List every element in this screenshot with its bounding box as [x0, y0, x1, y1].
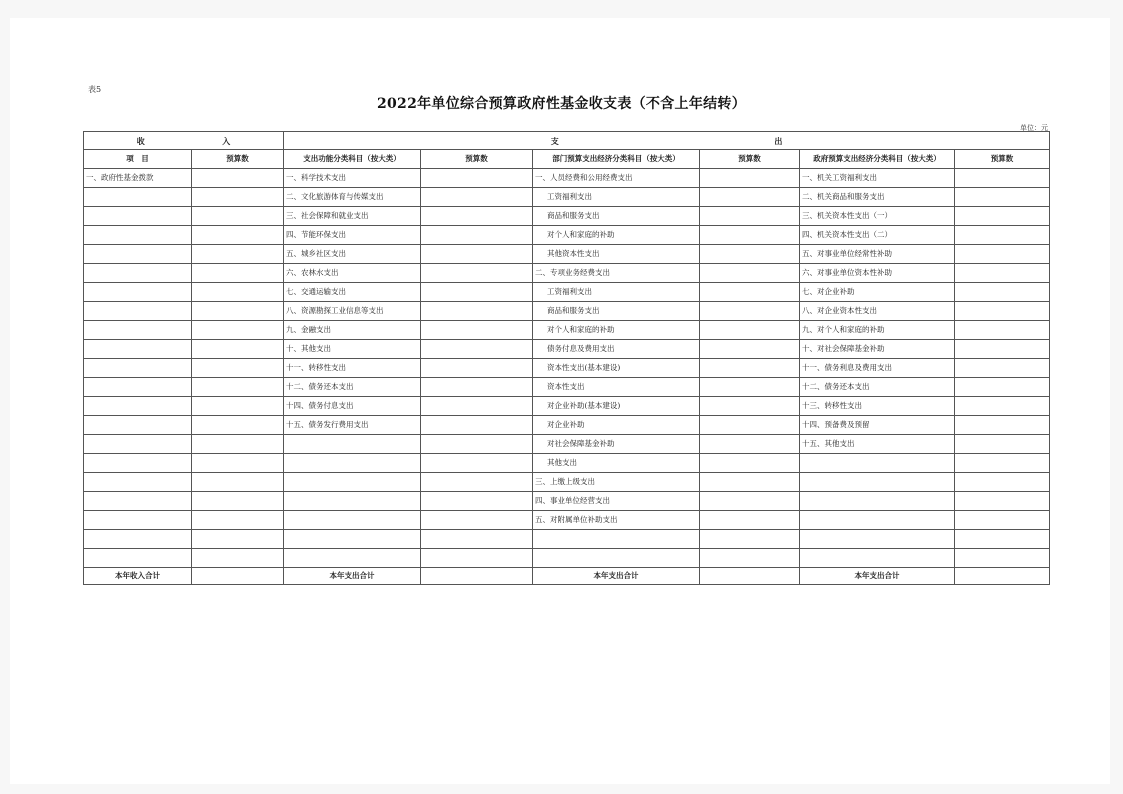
table-row [84, 416, 1050, 435]
expense-header-char-2: 出 [774, 135, 783, 146]
dept-item-cell: 五、对附属单位补助支出 [533, 511, 700, 530]
gov-budget-cell [955, 283, 1050, 302]
income-budget-cell [192, 188, 284, 207]
dept-item-cell [533, 549, 700, 568]
income-budget-cell [192, 530, 284, 549]
dept-budget-cell [700, 226, 800, 245]
income-budget-cell [192, 245, 284, 264]
gov-budget-cell [955, 435, 1050, 454]
income-budget-cell [192, 397, 284, 416]
income-budget-cell [192, 321, 284, 340]
budget-table [83, 131, 1050, 585]
column-header-row [84, 150, 1050, 169]
dept-item-cell: 商品和服务支出 [533, 302, 700, 321]
function-budget-cell [421, 188, 533, 207]
table-row [84, 169, 1050, 188]
function-item-cell: 十一、转移性支出 [284, 359, 421, 378]
gov-item-cell: 九、对个人和家庭的补助 [800, 321, 955, 340]
dept-item-cell: 对企业补助(基本建设) [533, 397, 700, 416]
dept-budget-cell [700, 264, 800, 283]
function-item-cell: 四、节能环保支出 [284, 226, 421, 245]
income-item-cell [84, 321, 192, 340]
dept-item-cell: 对个人和家庭的补助 [533, 321, 700, 340]
col-header-budget-4: 预算数 [955, 150, 1050, 169]
table-row [84, 530, 1050, 549]
gov-budget-cell [955, 169, 1050, 188]
function-budget-cell [421, 245, 533, 264]
dept-item-cell: 对社会保障基金补助 [533, 435, 700, 454]
dept-budget-cell [700, 530, 800, 549]
gov-item-cell: 二、机关商品和服务支出 [800, 188, 955, 207]
section-header-row [84, 132, 1050, 150]
function-budget-cell [421, 226, 533, 245]
totals-row [84, 568, 1050, 585]
gov-item-cell: 一、机关工资福利支出 [800, 169, 955, 188]
gov-item-cell: 十四、预备费及预留 [800, 416, 955, 435]
table-row [84, 511, 1050, 530]
gov-item-cell [800, 492, 955, 511]
income-item-cell [84, 435, 192, 454]
dept-budget-cell [700, 435, 800, 454]
table-row [84, 378, 1050, 397]
dept-item-cell: 资本性支出(基本建设) [533, 359, 700, 378]
function-total-label: 本年支出合计 [284, 568, 421, 585]
income-budget-cell [192, 302, 284, 321]
gov-budget-cell [955, 245, 1050, 264]
function-item-cell: 二、文化旅游体育与传媒支出 [284, 188, 421, 207]
income-item-cell [84, 492, 192, 511]
col-header-budget-2: 预算数 [421, 150, 533, 169]
dept-budget-cell [700, 492, 800, 511]
dept-item-cell [533, 530, 700, 549]
gov-budget-cell [955, 530, 1050, 549]
gov-budget-cell [955, 321, 1050, 340]
expense-header-char-1: 支 [550, 135, 559, 146]
income-item-cell [84, 511, 192, 530]
income-item-cell [84, 549, 192, 568]
dept-budget-cell [700, 207, 800, 226]
gov-item-cell [800, 454, 955, 473]
function-item-cell: 五、城乡社区支出 [284, 245, 421, 264]
function-item-cell: 十二、债务还本支出 [284, 378, 421, 397]
function-budget-cell [421, 511, 533, 530]
function-budget-cell [421, 492, 533, 511]
dept-budget-cell [700, 359, 800, 378]
gov-item-cell [800, 473, 955, 492]
function-budget-cell [421, 416, 533, 435]
function-item-cell [284, 435, 421, 454]
income-item-cell [84, 359, 192, 378]
dept-budget-cell [700, 473, 800, 492]
gov-budget-cell [955, 188, 1050, 207]
function-total-value [421, 568, 533, 585]
dept-budget-cell [700, 188, 800, 207]
income-budget-cell [192, 511, 284, 530]
gov-budget-cell [955, 302, 1050, 321]
table-row [84, 226, 1050, 245]
gov-budget-cell [955, 416, 1050, 435]
function-item-cell: 九、金融支出 [284, 321, 421, 340]
col-header-gov-economic: 政府预算支出经济分类科目（按大类） [800, 150, 955, 169]
gov-item-cell [800, 549, 955, 568]
gov-budget-cell [955, 340, 1050, 359]
income-budget-cell [192, 416, 284, 435]
dept-item-cell: 工资福利支出 [533, 283, 700, 302]
gov-budget-cell [955, 511, 1050, 530]
col-header-budget-3: 预算数 [700, 150, 800, 169]
gov-budget-cell [955, 397, 1050, 416]
dept-item-cell: 其他资本性支出 [533, 245, 700, 264]
income-budget-cell [192, 454, 284, 473]
table-row [84, 188, 1050, 207]
function-budget-cell [421, 530, 533, 549]
function-budget-cell [421, 340, 533, 359]
dept-budget-cell [700, 416, 800, 435]
function-item-cell: 十五、债务发行费用支出 [284, 416, 421, 435]
function-item-cell [284, 454, 421, 473]
income-header-char-1: 收 [136, 135, 145, 146]
gov-item-cell: 五、对事业单位经常性补助 [800, 245, 955, 264]
gov-total-value [955, 568, 1050, 585]
table-row [84, 473, 1050, 492]
function-budget-cell [421, 359, 533, 378]
dept-budget-cell [700, 378, 800, 397]
dept-item-cell: 二、专项业务经费支出 [533, 264, 700, 283]
income-budget-cell [192, 226, 284, 245]
income-item-cell [84, 264, 192, 283]
page-title: 2022年单位综合预算政府性基金收支表（不含上年结转） [376, 96, 747, 112]
income-item-cell: 一、政府性基金拨款 [84, 169, 192, 188]
gov-budget-cell [955, 473, 1050, 492]
expense-section-header [284, 132, 1050, 150]
dept-item-cell: 三、上缴上级支出 [533, 473, 700, 492]
table-row [84, 207, 1050, 226]
income-budget-cell [192, 169, 284, 188]
income-item-cell [84, 530, 192, 549]
dept-budget-cell [700, 321, 800, 340]
income-item-cell [84, 416, 192, 435]
gov-item-cell: 十二、债务还本支出 [800, 378, 955, 397]
income-budget-cell [192, 207, 284, 226]
table-row [84, 454, 1050, 473]
dept-item-cell: 商品和服务支出 [533, 207, 700, 226]
dept-budget-cell [700, 549, 800, 568]
dept-item-cell: 工资福利支出 [533, 188, 700, 207]
table-row [84, 321, 1050, 340]
dept-budget-cell [700, 169, 800, 188]
function-item-cell: 八、资源勘探工业信息等支出 [284, 302, 421, 321]
income-item-cell [84, 245, 192, 264]
table-row [84, 492, 1050, 511]
col-header-function: 支出功能分类科目（按大类） [284, 150, 421, 169]
gov-budget-cell [955, 492, 1050, 511]
table-row [84, 283, 1050, 302]
dept-item-cell: 资本性支出 [533, 378, 700, 397]
gov-item-cell: 十、对社会保障基金补助 [800, 340, 955, 359]
dept-item-cell: 债务付息及费用支出 [533, 340, 700, 359]
table-row [84, 302, 1050, 321]
table-row [84, 340, 1050, 359]
income-item-cell [84, 226, 192, 245]
gov-total-label: 本年支出合计 [800, 568, 955, 585]
function-item-cell [284, 530, 421, 549]
income-budget-cell [192, 492, 284, 511]
function-item-cell: 一、科学技术支出 [284, 169, 421, 188]
dept-budget-cell [700, 397, 800, 416]
dept-budget-cell [700, 511, 800, 530]
table-row [84, 245, 1050, 264]
income-budget-cell [192, 473, 284, 492]
gov-item-cell: 八、对企业资本性支出 [800, 302, 955, 321]
income-budget-cell [192, 264, 284, 283]
function-budget-cell [421, 283, 533, 302]
gov-item-cell: 三、机关资本性支出（一） [800, 207, 955, 226]
gov-budget-cell [955, 454, 1050, 473]
col-header-budget-1: 预算数 [192, 150, 284, 169]
table-row [84, 359, 1050, 378]
function-item-cell: 六、农林水支出 [284, 264, 421, 283]
income-item-cell [84, 302, 192, 321]
table-number-label: 表5 [88, 85, 102, 94]
dept-item-cell: 对个人和家庭的补助 [533, 226, 700, 245]
dept-item-cell: 四、事业单位经营支出 [533, 492, 700, 511]
function-item-cell [284, 473, 421, 492]
income-item-cell [84, 378, 192, 397]
col-header-dept-economic: 部门预算支出经济分类科目（按大类） [533, 150, 700, 169]
function-item-cell: 三、社会保障和就业支出 [284, 207, 421, 226]
table-row [84, 397, 1050, 416]
table-row [84, 264, 1050, 283]
dept-item-cell: 其他支出 [533, 454, 700, 473]
gov-item-cell: 十五、其他支出 [800, 435, 955, 454]
income-header-char-2: 入 [222, 135, 231, 146]
function-budget-cell [421, 454, 533, 473]
income-budget-cell [192, 359, 284, 378]
gov-budget-cell [955, 207, 1050, 226]
gov-budget-cell [955, 378, 1050, 397]
function-budget-cell [421, 435, 533, 454]
gov-budget-cell [955, 226, 1050, 245]
table-row [84, 549, 1050, 568]
function-budget-cell [421, 207, 533, 226]
table-row [84, 435, 1050, 454]
unit-label: 单位：元 [1020, 124, 1048, 132]
function-item-cell [284, 492, 421, 511]
gov-budget-cell [955, 359, 1050, 378]
dept-item-cell: 对企业补助 [533, 416, 700, 435]
function-budget-cell [421, 549, 533, 568]
income-budget-cell [192, 378, 284, 397]
gov-item-cell: 七、对企业补助 [800, 283, 955, 302]
dept-total-label: 本年支出合计 [533, 568, 700, 585]
income-budget-cell [192, 549, 284, 568]
function-item-cell: 七、交通运输支出 [284, 283, 421, 302]
dept-budget-cell [700, 340, 800, 359]
gov-item-cell: 十一、债务利息及费用支出 [800, 359, 955, 378]
gov-item-cell: 六、对事业单位资本性补助 [800, 264, 955, 283]
dept-budget-cell [700, 302, 800, 321]
function-item-cell [284, 511, 421, 530]
gov-item-cell [800, 530, 955, 549]
gov-item-cell: 四、机关资本性支出（二） [800, 226, 955, 245]
income-item-cell [84, 473, 192, 492]
gov-budget-cell [955, 549, 1050, 568]
function-item-cell: 十四、债务付息支出 [284, 397, 421, 416]
function-budget-cell [421, 264, 533, 283]
income-item-cell [84, 283, 192, 302]
dept-budget-cell [700, 245, 800, 264]
income-item-cell [84, 207, 192, 226]
income-budget-cell [192, 283, 284, 302]
dept-total-value [700, 568, 800, 585]
function-budget-cell [421, 378, 533, 397]
income-total-label: 本年收入合计 [84, 568, 192, 585]
col-header-item: 项 目 [84, 150, 192, 169]
income-item-cell [84, 188, 192, 207]
income-budget-cell [192, 435, 284, 454]
function-budget-cell [421, 169, 533, 188]
function-item-cell [284, 549, 421, 568]
dept-budget-cell [700, 454, 800, 473]
income-budget-cell [192, 340, 284, 359]
function-budget-cell [421, 473, 533, 492]
function-budget-cell [421, 302, 533, 321]
income-item-cell [84, 340, 192, 359]
income-item-cell [84, 454, 192, 473]
function-item-cell: 十、其他支出 [284, 340, 421, 359]
gov-item-cell: 十三、转移性支出 [800, 397, 955, 416]
dept-item-cell: 一、人员经费和公用经费支出 [533, 169, 700, 188]
dept-budget-cell [700, 283, 800, 302]
gov-item-cell [800, 511, 955, 530]
income-item-cell [84, 397, 192, 416]
function-budget-cell [421, 397, 533, 416]
income-total-value [192, 568, 284, 585]
function-budget-cell [421, 321, 533, 340]
income-section-header [84, 132, 284, 150]
gov-budget-cell [955, 264, 1050, 283]
